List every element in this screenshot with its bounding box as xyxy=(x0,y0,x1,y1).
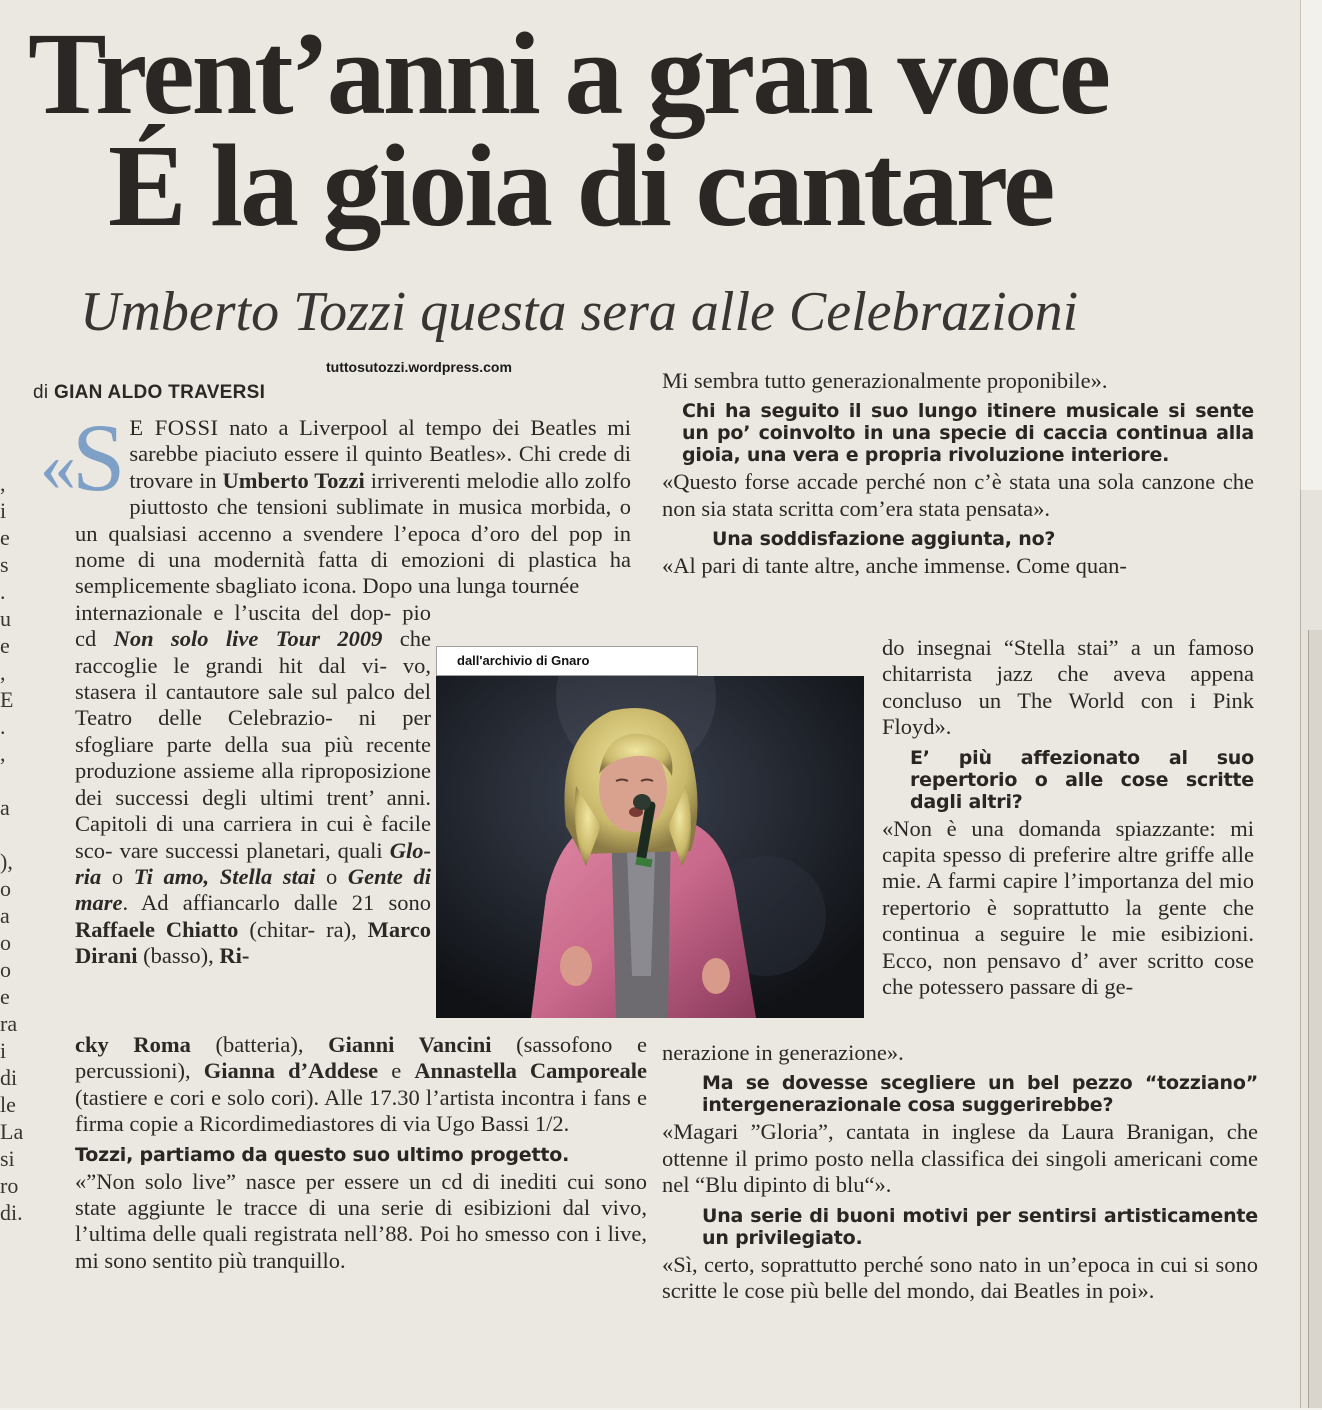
photo-caption: dall'archivio di Gnaro xyxy=(436,646,698,676)
answer-4-end: nerazione in generazione». xyxy=(662,1040,904,1065)
adjacent-page-edge-2 xyxy=(1308,630,1322,1408)
text-span: sono xyxy=(388,890,431,916)
drop-cap: «S xyxy=(40,404,122,511)
question-1: Tozzi, partiamo da questo suo ultimo progetto. xyxy=(75,1143,570,1166)
answer-1: «”Non solo live” nasce per essere un cd di inediti cui sono state aggiunte le tracce di una serie di esibizioni dal vivo, l’ultima delle quali registrata nell’88. Poi ho smesso con i live, mi sono sentito più tranquillo. xyxy=(75,1168,647,1273)
musician-name: Marco Dirani xyxy=(75,916,431,969)
margin-fragment: si xyxy=(0,1146,15,1171)
text-span: internazionale e l’uscita del dop- xyxy=(75,599,392,625)
margin-fragment: i xyxy=(0,498,7,523)
text-span: vare successi planetari, quali xyxy=(119,837,390,863)
question-5: Ma se dovesse scegliere un bel pezzo “tozziano” intergenerazionale cosa suggerirebbe? xyxy=(702,1072,1258,1117)
text-span: palco del Teatro delle Celebrazio- xyxy=(75,679,431,731)
margin-fragment: i xyxy=(0,1038,7,1063)
text-span: ra), xyxy=(326,916,368,942)
article-column-2 xyxy=(662,368,1254,580)
text-span: e xyxy=(378,1058,415,1084)
margin-fragment: u xyxy=(0,606,11,631)
text-span: o xyxy=(101,863,134,889)
answer-6: «Sì, certo, soprattutto perché sono nato in un’epoca in cui si sono scritte le cose più belle del mondo, dai Beatles in poi». xyxy=(662,1251,1258,1304)
margin-fragment: o xyxy=(0,957,11,982)
headline xyxy=(28,8,1298,251)
lead-text-1: nato a Liverpool al tempo dei Beatles mi sarebbe piaciuto essere il quinto Beatles». Chi crede di trovare in xyxy=(129,415,631,493)
musician-name: Annastella Camporeale xyxy=(414,1058,647,1084)
narrow-text-block xyxy=(75,600,431,970)
lead-text-2: irriverenti melodie allo zolfo piuttosto che tensioni sublimate in musica morbida, o un qualsiasi accenno a svendere l’epoca d’oro del pop in nome di una modernità fatta di emozioni di plastica ha semplicemente sbagliato icona. Dopo una lunga tournée xyxy=(75,467,631,599)
margin-fragment: s xyxy=(0,552,9,577)
song-title: di mare xyxy=(75,863,432,916)
margin-fragment: , xyxy=(0,660,6,685)
question-3: Una soddisfazione aggiunta, no? xyxy=(712,528,1056,551)
margin-fragment: La xyxy=(0,1119,24,1144)
margin-fragment: E xyxy=(0,687,14,712)
lead-caps: E FOSSI xyxy=(129,415,219,440)
margin-fragment xyxy=(0,767,20,794)
answer-5: «Magari ”Gloria”, cantata in inglese da Laura Branigan, che ottenne il primo posto nella classifica dei singoli americani come nel “Blu dipinto di blu“». xyxy=(662,1119,1258,1198)
text-span: ni per sfogliare parte della sua xyxy=(75,705,432,757)
byline-prefix: di xyxy=(33,382,49,403)
headline-line-1: Trent’anni a gran voce xyxy=(28,8,1109,139)
song-title: Gente xyxy=(347,863,403,889)
answer-3-start: «Al pari di tante altre, anche immense. Come quan- xyxy=(662,553,1127,579)
headline-line-2: É la gioia di cantare xyxy=(108,120,1053,251)
text-span: (chitar- xyxy=(238,916,316,942)
text-span: che raccoglie le grandi hit dal vi- xyxy=(75,626,431,678)
byline xyxy=(33,382,265,404)
album-title: Non solo live Tour 2009 xyxy=(113,626,383,652)
band-paragraph xyxy=(75,1032,647,1138)
margin-fragment: , xyxy=(0,741,6,766)
margin-fragment: o xyxy=(0,876,11,901)
text-span: (batteria), xyxy=(190,1032,329,1057)
text-span: (tastiere e cori e solo cori). Alle 17.30 l’artista incontra i fans e firma copie a Ricordimediastores di via Ugo Bassi 1/2. xyxy=(75,1084,647,1137)
margin-fragment: le xyxy=(0,1092,16,1117)
margin-fragment: e xyxy=(0,525,10,550)
text-span: o xyxy=(315,863,348,889)
margin-fragment: e xyxy=(0,633,10,658)
left-margin-fragments xyxy=(0,470,24,1410)
lead-name: Umberto Tozzi xyxy=(222,467,365,493)
question-6: Una serie di buoni motivi per sentirsi artisticamente un privilegiato. xyxy=(702,1204,1258,1249)
margin-fragment: e xyxy=(0,984,10,1009)
article-column-1-wide xyxy=(75,1032,647,1274)
article-column-2-narrow xyxy=(882,635,1254,1000)
margin-fragment: . xyxy=(0,714,6,739)
text-span: vo, stasera il cantautore sale sul xyxy=(75,652,431,705)
song-title: Ti amo, Stella stai xyxy=(133,863,316,889)
margin-fragment: ra xyxy=(0,1011,18,1036)
text-span: . Ad affiancarlo dalle 21 xyxy=(122,890,375,916)
margin-fragment: ro xyxy=(0,1173,19,1198)
question-2: Chi ha seguito il suo lungo itinere musicale si sente un po’ coinvolto in una specie di caccia continua alla gioia, una vera e propria rivoluzione interiore. xyxy=(682,400,1254,467)
margin-fragment: . xyxy=(0,579,6,604)
musician-name: Ri- xyxy=(219,943,250,969)
answer-3-rest: do insegnai “Stella stai” a un famoso chitarrista jazz che aveva appena concluso un The World con i Pink Floyd». xyxy=(882,635,1254,740)
song-title: Glo- xyxy=(389,837,432,863)
answer-1-continued: Mi sembra tutto generazionalmente proponibile». xyxy=(662,368,1108,393)
singer-photo xyxy=(436,676,864,1018)
answer-4: «Non è una domanda spiazzante: mi capita spesso di preferire altre griffe alle mie. A farmi capire l’importanza del mio repertorio è soprattutto la gente che continua a seguire le mie esibizioni. Ecco, non pensavo d’ aver scritto cose che potessero passare di ge- xyxy=(882,815,1254,1000)
musician-name: Raffaele Chiatto xyxy=(75,916,239,942)
question-4: E’ più affezionato al suo repertorio o alle cose scritte dagli altri? xyxy=(910,746,1254,813)
text-span: pio cd xyxy=(75,599,432,652)
margin-fragment: a xyxy=(0,795,10,820)
margin-fragment: o xyxy=(0,930,11,955)
text-span: degli ultimi trent’ anni. Capitoli xyxy=(75,784,431,837)
text-span: alla riproposizione dei successi xyxy=(75,758,431,810)
text-span: (basso), xyxy=(137,943,220,969)
musician-name: cky Roma xyxy=(75,1032,191,1057)
margin-fragment: di xyxy=(0,1065,18,1090)
lead-paragraph xyxy=(40,404,631,600)
text-span: (sassofono e percussioni), xyxy=(75,1032,647,1084)
text-span: di una carriera in cui è facile sco- xyxy=(75,811,432,863)
subtitle: Umberto Tozzi questa sera alle Celebrazioni xyxy=(80,281,1079,343)
margin-fragment: a xyxy=(0,903,10,928)
singer-illustration xyxy=(436,676,864,1018)
margin-fragment: di. xyxy=(0,1200,23,1225)
source-url: tuttosutozzi.wordpress.com xyxy=(326,359,512,375)
song-title: ria xyxy=(75,863,102,889)
musician-name: Gianna d’Addese xyxy=(203,1058,379,1084)
answer-2: «Questo forse accade perché non c’è stata una sola canzone che non sia stata scritta com’era stata pensata». xyxy=(662,469,1254,521)
margin-fragment: ), xyxy=(0,849,13,874)
margin-fragment xyxy=(0,821,20,848)
article-column-2-lower xyxy=(662,1040,1258,1304)
byline-author: GIAN ALDO TRAVERSI xyxy=(53,382,266,403)
text-span: più recente produzione assieme xyxy=(75,731,431,784)
musician-name: Gianni Vancini xyxy=(328,1032,492,1057)
margin-fragment: , xyxy=(0,471,6,496)
